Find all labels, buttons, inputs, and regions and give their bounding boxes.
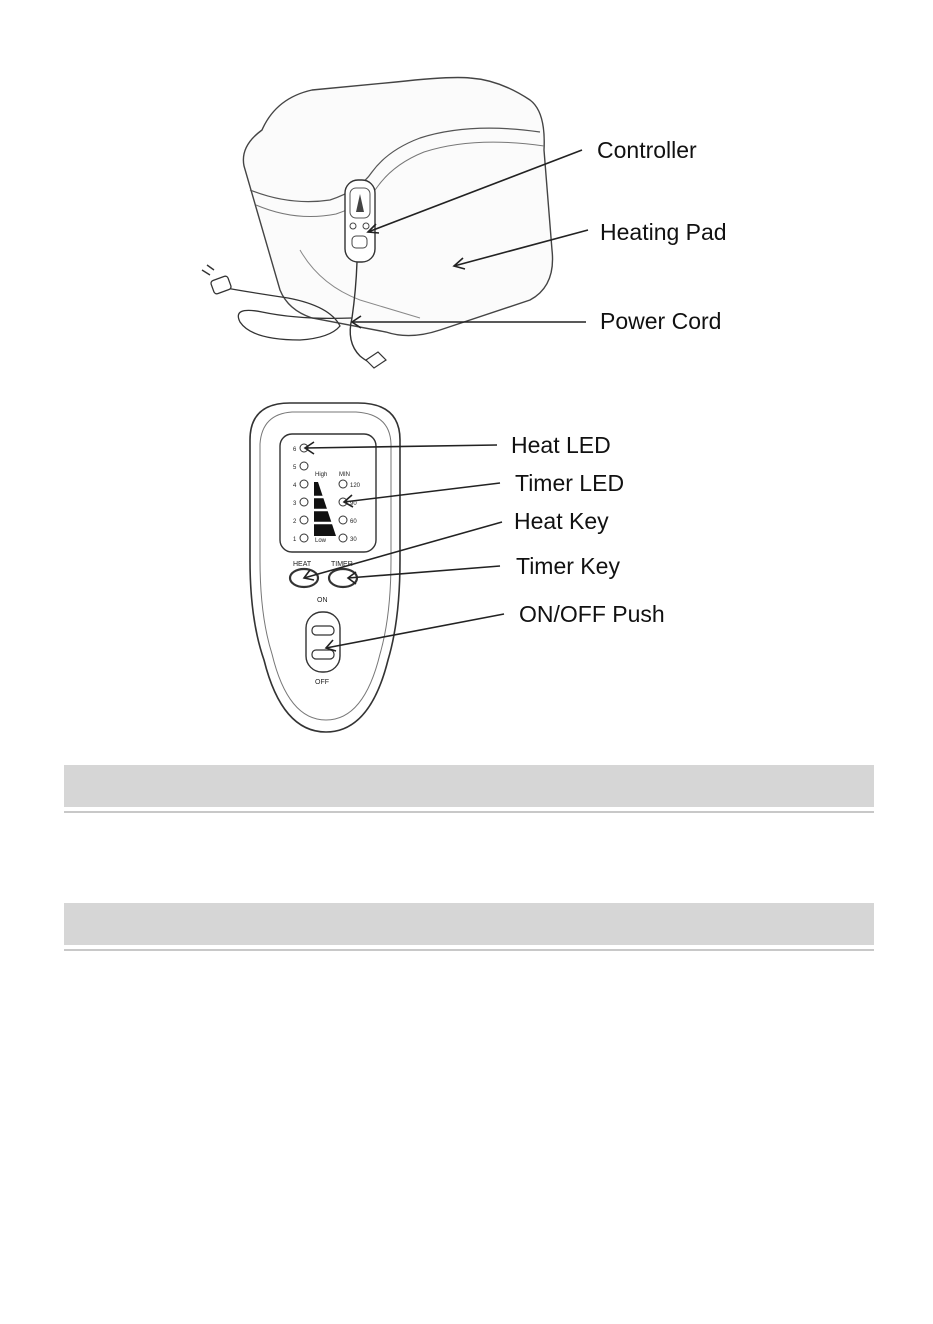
heat-level-6: 6 [293,447,297,453]
section-header-bar-2 [64,903,874,945]
timer-120: 120 [350,483,361,489]
on-off-slider [306,612,340,672]
heat-key-label: HEAT [293,561,312,568]
high-label: High [315,472,328,478]
off-label: OFF [315,679,329,686]
callout-timer-led: Timer LED [515,470,625,496]
section-header-bar-1 [64,765,874,807]
callout-heating-pad: Heating Pad [600,219,727,245]
callout-timer-key: Timer Key [516,553,620,579]
section-rule-1 [64,811,874,813]
timer-90: 90 [350,501,357,507]
callout-on-off-push: ON/OFF Push [519,601,665,627]
timer-30: 30 [350,537,357,543]
heat-level-4: 4 [293,483,297,489]
timer-key-label: TIMER [331,561,353,568]
callout-heat-key: Heat Key [514,508,609,534]
heat-level-5: 5 [293,465,297,471]
section-rule-2 [64,949,874,951]
on-label: ON [317,597,328,604]
heat-level-2: 2 [293,519,297,525]
heat-level-3: 3 [293,501,297,507]
min-label: MIN [339,472,350,478]
timer-60: 60 [350,519,357,525]
low-label: Low [315,538,327,544]
heat-level-1: 1 [293,537,297,543]
callout-heat-led: Heat LED [511,432,611,458]
callout-power-cord: Power Cord [600,308,722,334]
callout-controller: Controller [597,137,697,163]
